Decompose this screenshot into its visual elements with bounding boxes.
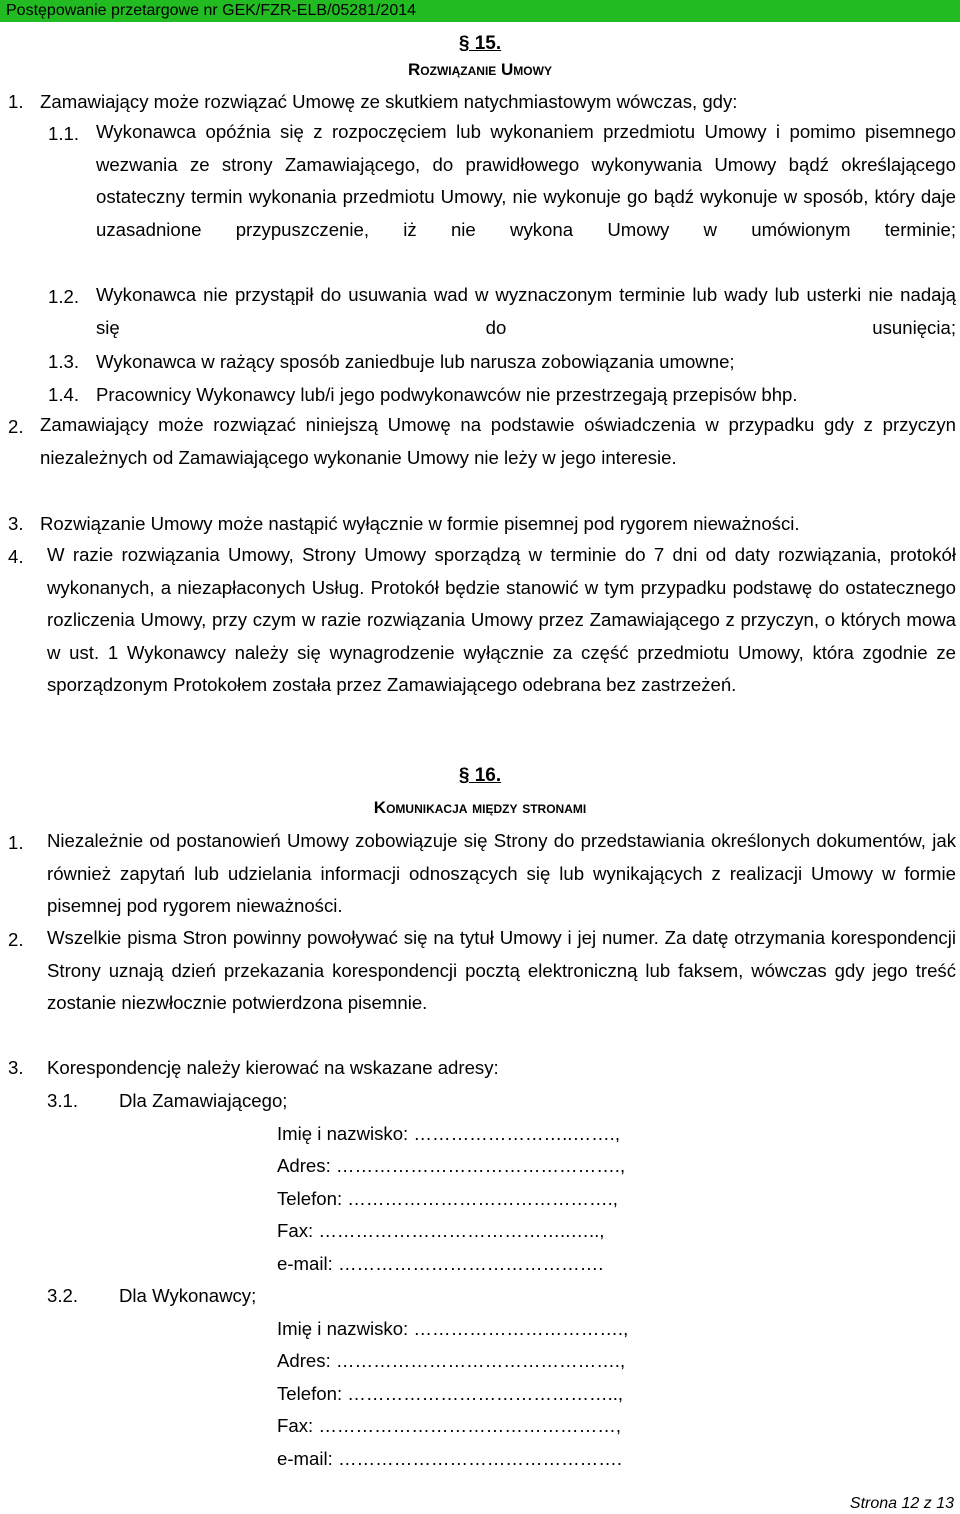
contact-email-field: e-mail: ……………………………………. — [277, 1253, 604, 1274]
contact-phone-field: Telefon: ……………………………………., — [277, 1188, 618, 1209]
clause-number: 2. — [8, 416, 24, 437]
contact-email-field: e-mail: ………………………………………. — [277, 1448, 623, 1469]
clause-number: 2. — [8, 929, 24, 950]
clause-text: Wszelkie pisma Stron powinny powoływać się na tytuł Umowy i jej numer. Za datę otrzymania korespondencji Strony uznają dzień przekazania korespondencji pocztą elektroniczną lub faksem, wówczas gdy jego treść zostanie niezwłocznie potwierdzona pisemnie. — [47, 927, 956, 1013]
contact-name-field: Imię i nazwisko: ……………………..……., — [277, 1123, 620, 1144]
clause-text: W razie rozwiązania Umowy, Strony Umowy sporządzą w terminie do 7 dni od daty rozwiązania, protokół wykonanych, a niezapłaconych Usług. Protokół będzie stanowić w tym przypadku podstawę do ostatecznego rozliczenia Umowy, przy czym w razie rozwiązania Umowy przez Zamawiającego z przyczyn, o których mowa w ust. 1 Wykonawcy należy się wynagrodzenie wyłącznie za część przedmiotu Umowy, która zgodnie ze sporządzonym Protokołem została przez Zamawiającego odebrana bez zastrzeżeń. — [47, 544, 956, 695]
subclause-number: 3.2. — [47, 1285, 79, 1306]
clause-number: 1. — [8, 832, 24, 853]
clause-text: Zamawiający może rozwiązać niniejszą Umowę na podstawie oświadczenia w przypadku gdy z przyczyn niezależnych od Zamawiającego wykonanie Umowy nie leży w jego interesie. — [40, 414, 956, 468]
clause-text: Wykonawca w rażący sposób zaniedbuje lub narusza zobowiązania umowne; — [96, 351, 735, 372]
clause-text: Niezależnie od postanowień Umowy zobowiązuje się Strony do przedstawiania określonych dokumentów, jak również zapytań lub udzielania informacji odnoszących się lub wynikających z realizacji Umowy w formie pisemnej pod rygorem nieważności. — [47, 830, 956, 916]
party-label: Dla Wykonawcy; — [119, 1285, 257, 1306]
clause-number: 1.1. — [48, 123, 80, 144]
page-number: Strona 12 z 13 — [849, 1495, 954, 1512]
section-number: § 15. — [458, 33, 502, 54]
contact-name-field: Imię i nazwisko: ……………………………., — [277, 1318, 629, 1339]
clause-number: 1.3. — [48, 351, 80, 372]
party-label: Dla Zamawiającego; — [119, 1090, 288, 1111]
contact-fax-field: Fax: …………………………………………, — [277, 1415, 621, 1436]
subclause-number: 3.1. — [47, 1090, 79, 1111]
section-number: § 16. — [458, 765, 502, 786]
contact-phone-field: Telefon: …………………………………….., — [277, 1383, 624, 1404]
clause-text: Wykonawca nie przystąpił do usuwania wad w wyznaczonym terminie lub wady lub usterki nie nadają się do usunięcia; — [96, 284, 956, 338]
contact-fax-field: Fax: …………………………………..….., — [277, 1220, 605, 1241]
section-title: Komunikacja między stronami — [373, 798, 587, 817]
clause-text: Pracownicy Wykonawcy lub/i jego podwykonawców nie przestrzegają przepisów bhp. — [96, 384, 798, 405]
clause-number: 1.4. — [48, 384, 80, 405]
clause-number: 1. — [8, 91, 24, 112]
clause-text: Korespondencję należy kierować na wskazane adresy: — [47, 1057, 499, 1078]
contact-address-field: Adres: ………………………………………., — [277, 1155, 626, 1176]
clause-text: Zamawiający może rozwiązać Umowę ze skutkiem natychmiastowym wówczas, gdy: — [40, 91, 738, 112]
clause-number: 3. — [8, 513, 24, 534]
clause-number: 1.2. — [48, 286, 80, 307]
clause-number: 3. — [8, 1057, 24, 1078]
clause-text: Rozwiązanie Umowy może nastąpić wyłącznie w formie pisemnej pod rygorem nieważności. — [40, 513, 800, 534]
document-header: Postępowanie przetargowe nr GEK/FZR-ELB/05281/2014 — [0, 0, 960, 22]
clause-text: Wykonawca opóźnia się z rozpoczęciem lub wykonaniem przedmiotu Umowy i pomimo pisemnego wezwania ze strony Zamawiającego, do prawidłowego wykonywania Umowy bądź określającego ostateczny termin wykonania przedmiotu Umowy, nie wykonuje go bądź wykonuje w sposób, który daje uzasadnione przypuszczenie, iż nie wykona Umowy w umówionym terminie; — [96, 121, 956, 240]
clause-number: 4. — [8, 546, 24, 567]
contact-address-field: Adres: ………………………………………., — [277, 1350, 626, 1371]
section-title: Rozwiązanie Umowy — [408, 60, 552, 79]
